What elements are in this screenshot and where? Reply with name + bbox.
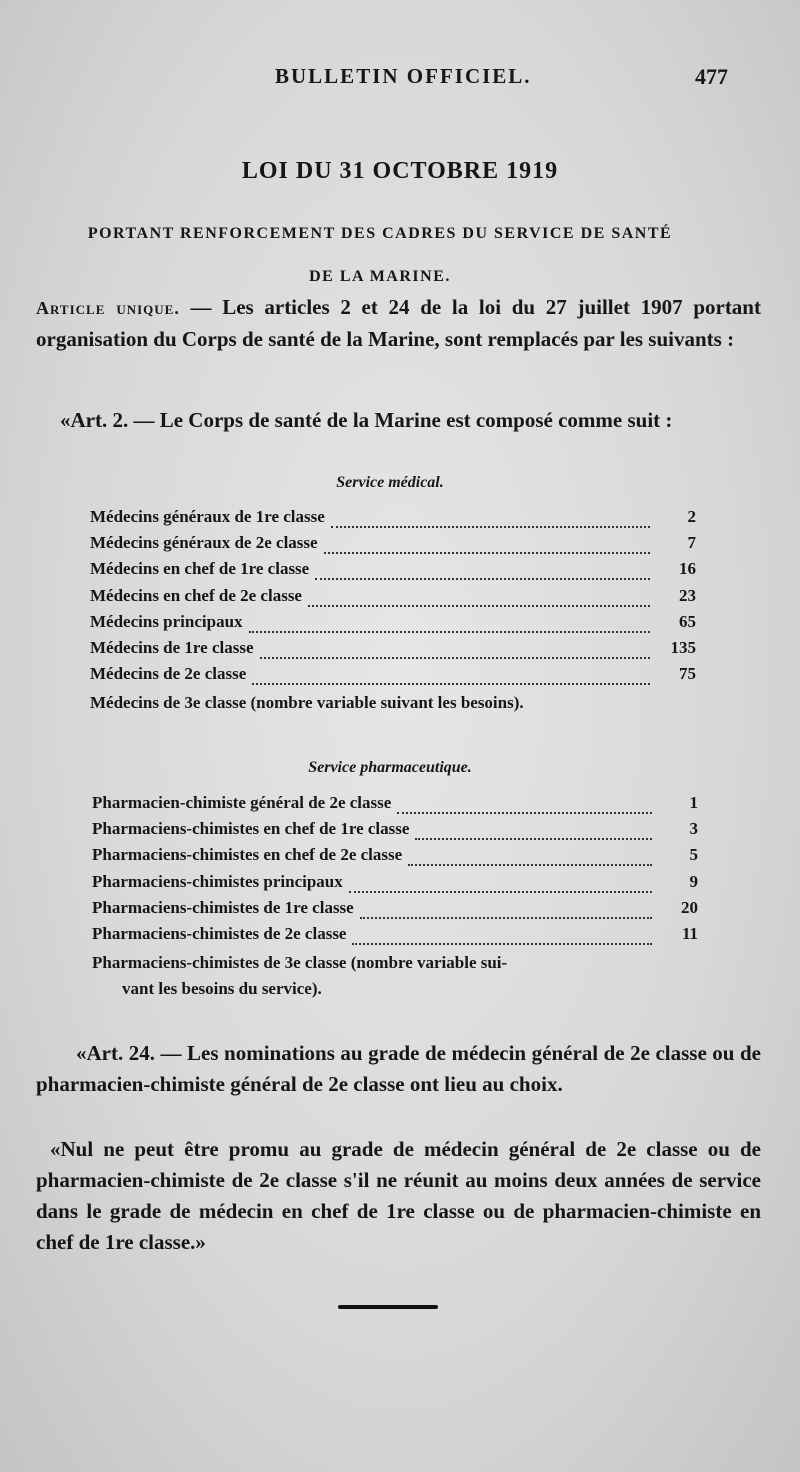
list-item: Médecins principaux 65 — [90, 612, 696, 638]
list-item: Pharmaciens-chimistes principaux 9 — [92, 872, 698, 898]
law-title: LOI DU 31 OCTOBRE 1919 — [241, 158, 559, 184]
service-pharma-note-line-2: vant les besoins du service). — [122, 979, 322, 999]
list-item: Médecins de 2e classe 75 — [90, 664, 696, 690]
art2-lead: «Art. 2. — [60, 408, 129, 432]
list-item: Pharmaciens-chimistes en chef de 2e classe 5 — [92, 845, 698, 871]
list-item: Médecins généraux de 1re classe 2 — [90, 507, 696, 533]
article-unique-text: — Les articles 2 et 24 de la loi du 27 juillet 1907 portant organisation du Corps de santé de la Marine, sont remplacés par les suivants : — [36, 295, 761, 351]
art2-paragraph — [36, 405, 761, 436]
art24-second-paragraph: «Nul ne peut être promu au grade de médecin général de 2e classe ou de pharmacien-chimiste de 2e classe s'il ne réunit au moins deux années de service dans le grade de médecin en chef de 1re classe ou de pharmacien-chimiste en chef de 1re classe.» — [36, 1137, 761, 1254]
running-header — [0, 64, 800, 94]
list-item: Médecins en chef de 2e classe 23 — [90, 586, 696, 612]
list-item: Pharmaciens-chimistes de 1re classe 20 — [92, 898, 698, 924]
article-unique-paragraph — [36, 292, 761, 355]
service-pharma-list — [92, 793, 698, 1002]
service-pharma-heading: Service pharmaceutique. — [308, 759, 472, 776]
list-item: Pharmacien-chimiste général de 2e classe 1 — [92, 793, 698, 819]
list-item: Pharmaciens-chimistes de 2e classe 11 — [92, 924, 698, 950]
art2-text: — Le Corps de santé de la Marine est composé comme suit : — [128, 408, 673, 432]
law-subtitle — [30, 212, 730, 298]
list-item: Médecins généraux de 2e classe 7 — [90, 533, 696, 559]
service-medical-heading: Service médical. — [336, 474, 444, 491]
service-pharma-note-line-1: Pharmaciens-chimistes de 3e classe (nombre variable sui- — [92, 953, 508, 973]
art24-paragraph — [36, 1038, 761, 1100]
law-subtitle-line-2: DE LA MARINE. — [309, 268, 451, 285]
service-medical-note: Médecins de 3e classe (nombre variable suivant les besoins). — [90, 693, 524, 713]
running-title: BULLETIN OFFICIEL. — [275, 64, 532, 88]
list-item: Pharmaciens-chimistes en chef de 1re classe 3 — [92, 819, 698, 845]
closing-rule — [338, 1305, 438, 1309]
article-unique-lead: Article unique. — [36, 298, 180, 318]
page-number: 477 — [695, 64, 728, 89]
law-subtitle-line-1: PORTANT RENFORCEMENT DES CADRES DU SERVICE DE SANTÉ — [87, 225, 673, 242]
art24-lead: «Art. 24. — [76, 1041, 155, 1065]
list-item: Médecins en chef de 1re classe 16 — [90, 559, 696, 585]
art24-text: — Les nominations au grade de médecin général de 2e classe ou de pharmacien-chimiste général de 2e classe ont lieu au choix. — [36, 1041, 761, 1096]
list-item: Médecins de 1re classe 135 — [90, 638, 696, 664]
service-medical-list — [90, 507, 696, 716]
